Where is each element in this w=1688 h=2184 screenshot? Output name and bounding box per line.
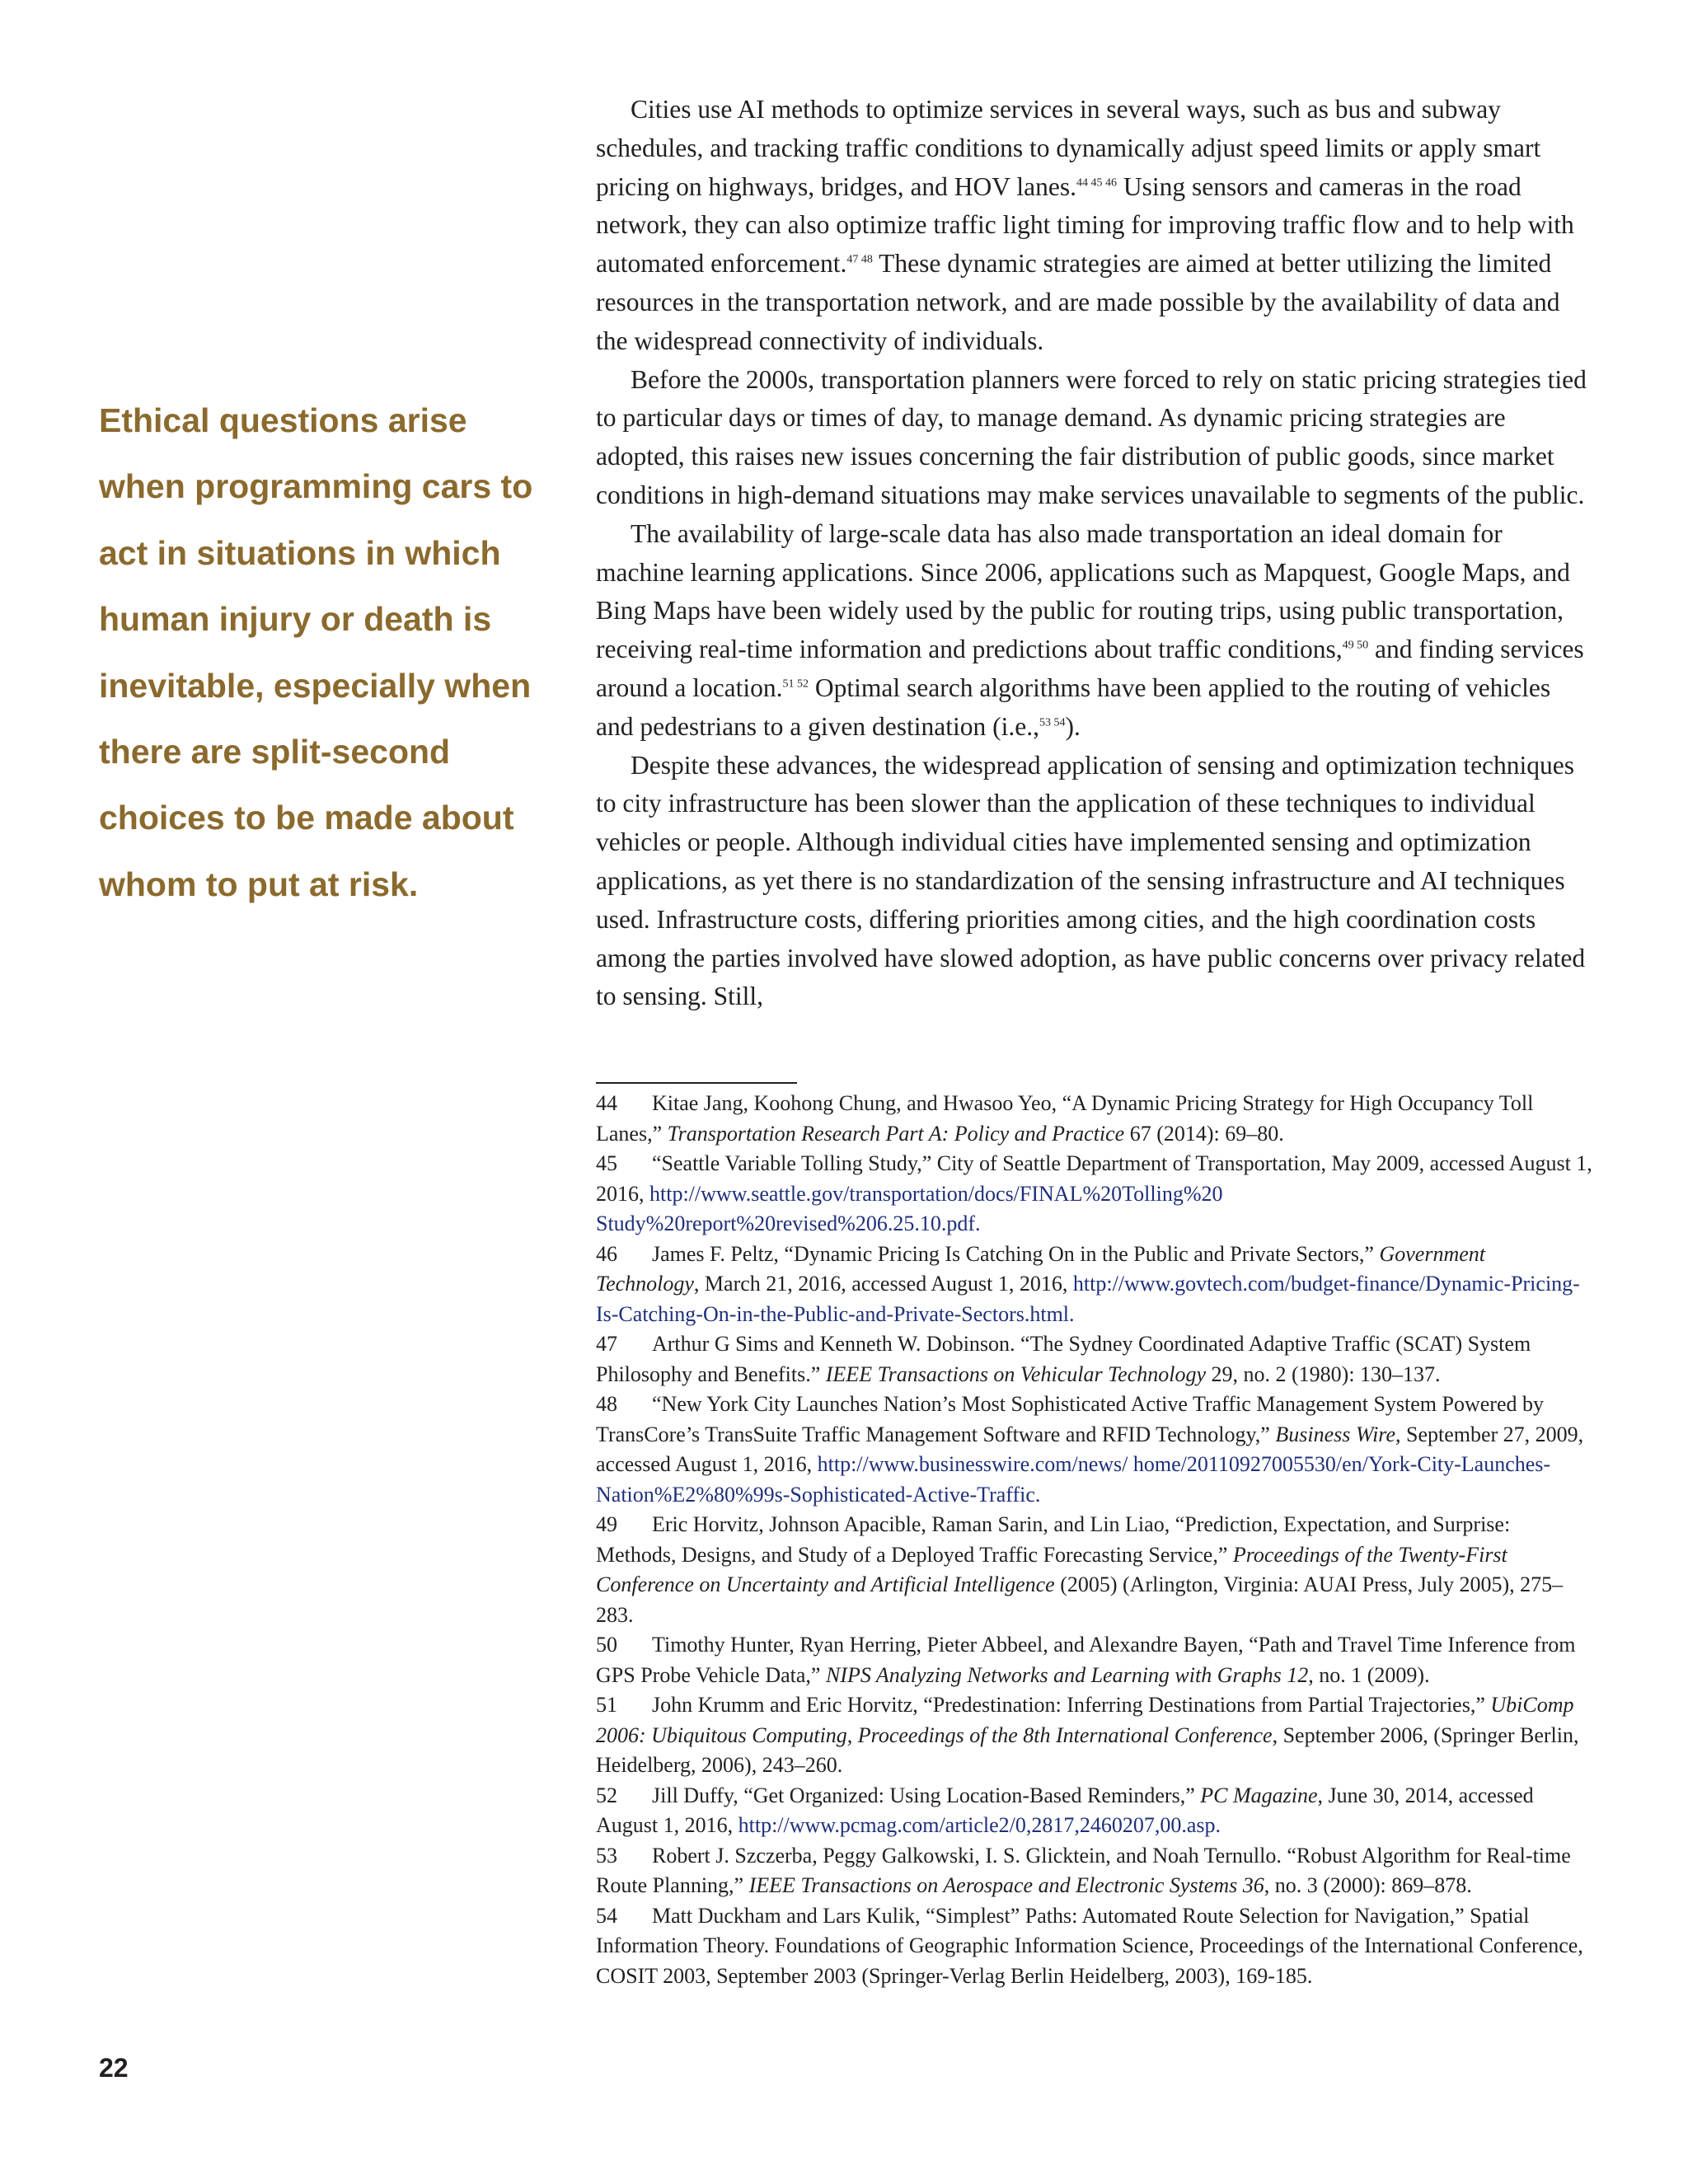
footnote-47: 47 Arthur G Sims and Kenneth W. Dobinson. “The Sydney Coordinated Adaptive Traffic (SCAT) System Philosophy and Benefits.” IEEE Transactions on Vehicular Technology 29, no. 2 (1980): 130–137.: [596, 1332, 1531, 1386]
footnote-53: 53 Robert J. Szczerba, Peggy Galkowski, I. S. Glicktein, and Noah Ternullo. “Robust Algorithm for Real-time Route Planning,” IEEE Transactions on Aerospace and Electronic Systems 36, no. 3 (2000): 869–878.: [596, 1843, 1571, 1897]
footnote-46: 46 James F. Peltz, “Dynamic Pricing Is Catching On in the Public and Private Sectors,” Government Technology, March 21, 2016, accessed August 1, 2016, http://www.govtech.com/budget-finance/Dynamic-Pricing-Is-Catching-On-in-the-Public-and-Private-Sectors.html.: [596, 1241, 1580, 1326]
footnote-48: 48 “New York City Launches Nation’s Most Sophisticated Active Traffic Management System Powered by TransCore’s TransSuite Traffic Management Software and RFID Technology,” Business Wire, September 27, 2009, accessed August 1, 2016, http://www.businesswire.com/news/ home/20110927005530/en/York-City-Launches-Nation%E2%80%99s-Sophisticated-Active-Traffic.: [596, 1392, 1584, 1507]
footnote-link[interactable]: http://www.seattle.gov/transportation/docs/FINAL%20Tolling%20 Study%20report%20revised%206.25.10.pdf.: [596, 1181, 1223, 1235]
footnote-54: 54 Matt Duckham and Lars Kulik, “Simplest” Paths: Automated Route Selection for Navigation,” Spatial Information Theory. Foundations of Geographic Information Science, Proceedings of the International Conference, COSIT 2003, September 2003 (Springer-Verlag Berlin Heidelberg, 2003), 169-185.: [596, 1903, 1583, 1988]
footnote-ref: 47 48: [846, 253, 873, 266]
pull-quote-line: whom to put at risk.: [99, 865, 419, 903]
paragraph-2: Before the 2000s, transportation planners were forced to rely on static pricing strategies tied to particular days or times of day, to manage demand. As dynamic pricing strategies are adopted, this raises new issues concerning the fair distribution of public goods, since market conditions in high-demand situations may make services unavailable to segments of the public.: [596, 364, 1587, 509]
footnote-44: 44 Kitae Jang, Koohong Chung, and Hwasoo Yeo, “A Dynamic Pricing Strategy for High Occupancy Toll Lanes,” Transportation Research Part A: Policy and Practice 67 (2014): 69–80.: [596, 1091, 1534, 1146]
footnote-link[interactable]: http://www.pcmag.com/article2/0,2817,2460207,00.asp.: [738, 1813, 1221, 1837]
pull-quote-line: inevitable, especially when: [99, 666, 532, 705]
footnote-link[interactable]: http://www.businesswire.com/news/ home/20110927005530/en/York-City-Launches-Nation%E2%80%99s-Sophisticated-Active-Traffic.: [596, 1452, 1551, 1507]
pull-quote-line: choices to be made about: [99, 799, 514, 837]
footnote-52: 52 Jill Duffy, “Get Organized: Using Location-Based Reminders,” PC Magazine, June 30, 2014, accessed August 1, 2016, http://www.pcmag.com/article2/0,2817,2460207,00.asp.: [596, 1783, 1534, 1837]
pull-quote: [99, 387, 569, 917]
footnote-link[interactable]: http://www.govtech.com/budget-finance/Dynamic-Pricing-Is-Catching-On-in-the-Public-and-Private-Sectors.html.: [596, 1272, 1580, 1326]
footnote-ref: 44 45 46: [1076, 176, 1117, 190]
footnote-51: 51 John Krumm and Eric Horvitz, “Predestination: Inferring Destinations from Partial Trajectories,” UbiComp 2006: Ubiquitous Computing, Proceedings of the 8th International Conference, September 2006, (Springer Berlin, Heidelberg, 2006), 243–260.: [596, 1693, 1579, 1777]
paragraph-4: Despite these advances, the widespread application of sensing and optimization techniques to city infrastructure has been slower than the application of these techniques to individual vehicles or people. Although individual cities have implemented sensing and optimization applications, as yet there is no standardization of the sensing infrastructure and AI techniques used. Infrastructure costs, differing priorities among cities, and the high coordination costs among the parties involved have slowed adoption, as have public concerns over privacy related to sensing. Still,: [596, 750, 1586, 1011]
footnote-ref: 53 54: [1039, 716, 1066, 729]
paragraph-1: Cities use AI methods to optimize services in several ways, such as bus and subway schedules, and tracking traffic conditions to dynamically adjust speed limits or apply smart pricing on highways, bridges, and HOV lanes.$^{44 45 46}$ Using sensors and cameras in the road network, they can also optimize traffic light timing for improving traffic flow and to help with automated enforcement.$^{47 48}$ These dynamic strategies are aimed at better utilizing the limited resources in the transportation network, and are made possible by the availability of data and the widespread connectivity of individuals.: [596, 95, 1574, 355]
body-text: [596, 91, 1593, 1016]
pull-quote-line: human injury or death is: [99, 600, 492, 639]
page-number: 22: [99, 2053, 129, 2083]
pull-quote-line: when programming cars to: [99, 467, 533, 506]
footnote-ref: 51 52: [782, 677, 809, 691]
footnote-divider: [596, 1082, 797, 1084]
footnote-45: 45 “Seattle Variable Tolling Study,” City of Seattle Department of Transportation, May 2009, accessed August 1, 2016, http://www.seattle.gov/transportation/docs/FINAL%20Tolling%20 Study%20report%20revised%206.25.10.pdf.: [596, 1151, 1592, 1235]
pull-quote-line: Ethical questions arise: [99, 401, 467, 439]
pull-quote-line: act in situations in which: [99, 533, 501, 572]
footnote-49: 49 Eric Horvitz, Johnson Apacible, Raman Sarin, and Lin Liao, “Prediction, Expectation, and Surprise: Methods, Designs, and Study of a Deployed Traffic Forecasting Service,” Proceedings of the Twenty-First Conference on Uncertainty and Artificial Intelligence (2005) (Arlington, Virginia: AUAI Press, July 2005), 275–283.: [596, 1512, 1564, 1627]
footnotes: [596, 1089, 1593, 1991]
footnote-50: 50 Timothy Hunter, Ryan Herring, Pieter Abbeel, and Alexandre Bayen, “Path and Travel Time Inference from GPS Probe Vehicle Data,” NIPS Analyzing Networks and Learning with Graphs 12, no. 1 (2009).: [596, 1633, 1576, 1687]
paragraph-3: The availability of large-scale data has also made transportation an ideal domain for machine learning applications. Since 2006, applications such as Mapquest, Google Maps, and Bing Maps have been widely used by the public for routing trips, using public transportation, receiving real-time information and predictions about traffic conditions,$^{49 50}$ and finding services around a location.$^{51 52}$ Optimal search algorithms have been applied to the routing of vehicles and pedestrians to a given destination (i.e.,$^{53 54}$).: [596, 518, 1584, 741]
pull-quote-line: there are split-second: [99, 733, 451, 771]
footnote-ref: 49 50: [1342, 639, 1369, 652]
